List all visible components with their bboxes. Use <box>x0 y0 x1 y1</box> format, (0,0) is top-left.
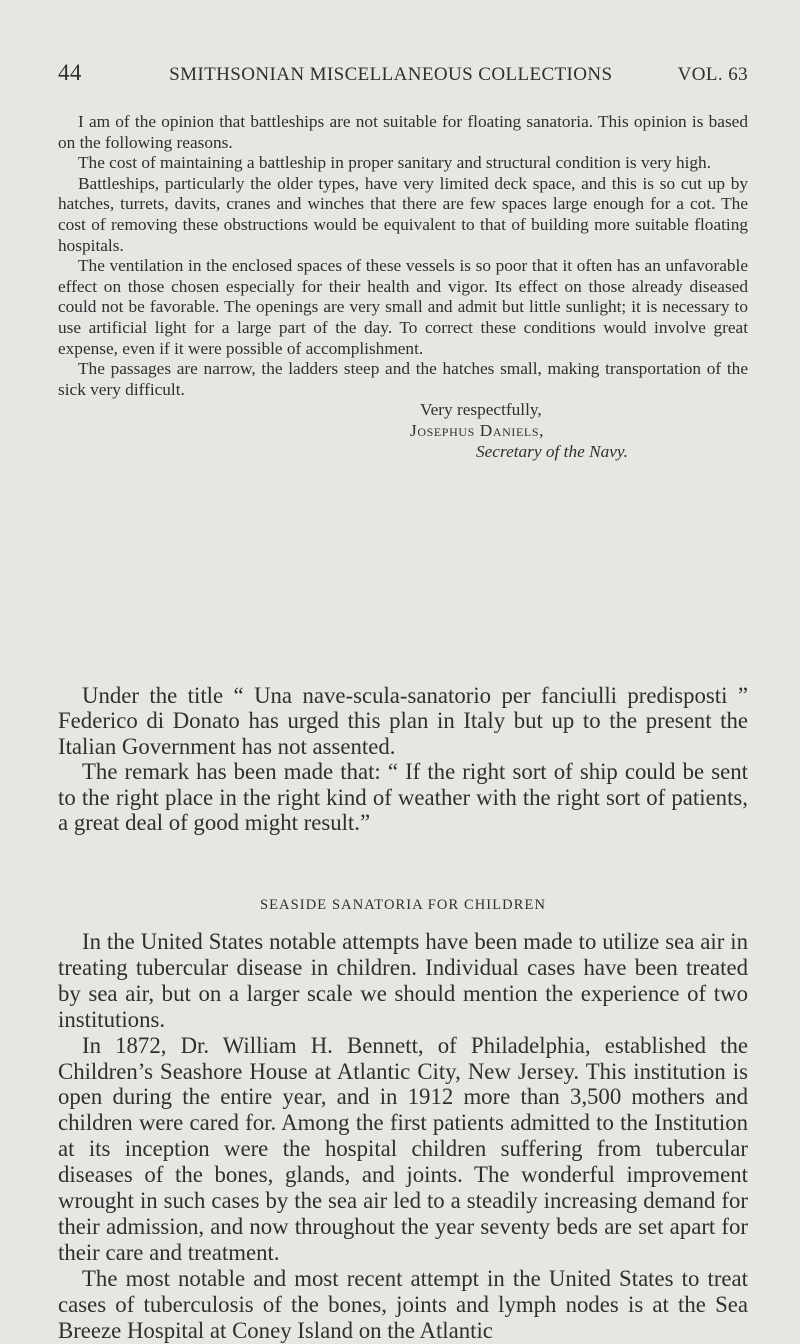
signer-name: Josephus Daniels, <box>410 420 545 440</box>
letter-closing: Very respectfully, <box>420 400 542 420</box>
body-paragraph: The most notable and most recent attempt in the United States to treat cases of tuberculosis of the bones, joints and lymph nodes is at the Sea Breeze Hospital at Coney Island on the Atlantic <box>58 1265 748 1343</box>
signer-title: Secretary of the Navy. <box>476 441 628 461</box>
letter-paragraph: The cost of maintaining a battleship in proper sanitary and structural condition is very high. <box>78 153 712 173</box>
letter-paragraph: The ventilation in the enclosed spaces of these vessels is so poor that it often has an unfavorable effect on those chosen especially for their health and vigor. Its effect on those already diseased could not be favorable. The openings are very small and admit but little sunlight; it is necessary to use artificial light for a large part of the day. To correct these conditions would involve great expense, even if it were possible of accomplishment. <box>58 256 748 358</box>
letter-paragraph: I am of the opinion that battleships are not suitable for floating sanatoria. This opinion is based on the following reasons. <box>58 112 748 152</box>
body-paragraph: In 1872, Dr. William H. Bennett, of Philadelphia, established the Children’s Seashore House at Atlantic City, New Jersey. This institution is open during the entire year, and in 1912 more than 3,500 mothers and children were cared for. Among the first patients admitted to the Institution at its inception were the hospital children suffering from tubercular diseases of the bones, glands, and joints. The wonderful improvement wrought in such cases by the sea air led to a steadily increasing demand for their admission, and now throughout the year seventy beds are set apart for their care and treatment. <box>58 1032 748 1265</box>
letter-paragraph: The passages are narrow, the ladders steep and the hatches small, making transportation of the sick very difficult. <box>58 359 748 399</box>
running-title: SMITHSONIAN MISCELLANEOUS COLLECTIONS <box>169 64 613 85</box>
italian-plan-text <box>58 683 748 835</box>
section-heading: SEASIDE SANATORIA FOR CHILDREN <box>259 897 547 913</box>
volume-label: VOL. 63 <box>677 64 748 85</box>
letter-signature <box>410 400 748 462</box>
body-paragraph: Under the title “ Una nave-scula-sanatorio per fanciulli predisposti ” Federico di Donato has urged this plan in Italy but up to the present the Italian Government has not assented. <box>58 683 748 759</box>
page-number: 44 <box>58 60 82 85</box>
seaside-sanatoria-text <box>58 929 748 1344</box>
page-header <box>58 60 748 90</box>
body-paragraph: In the United States notable attempts have been made to utilize sea air in treating tubercular disease in children. Individual cases have been treated by sea air, but on a larger scale we should mention the experience of two institutions. <box>58 929 748 1032</box>
body-paragraph: The remark has been made that: “ If the right sort of ship could be sent to the right place in the right kind of weather with the right sort of patients, a great deal of good might result.” <box>58 759 748 836</box>
letter-paragraph: Battleships, particularly the older types, have very limited deck space, and this is so cut up by hatches, turrets, davits, cranes and winches that there are few spaces large enough for a cot. The cost of removing these obstructions would be equivalent to that of building more suitable floating hospitals. <box>58 173 748 255</box>
navy-letter <box>58 112 748 462</box>
